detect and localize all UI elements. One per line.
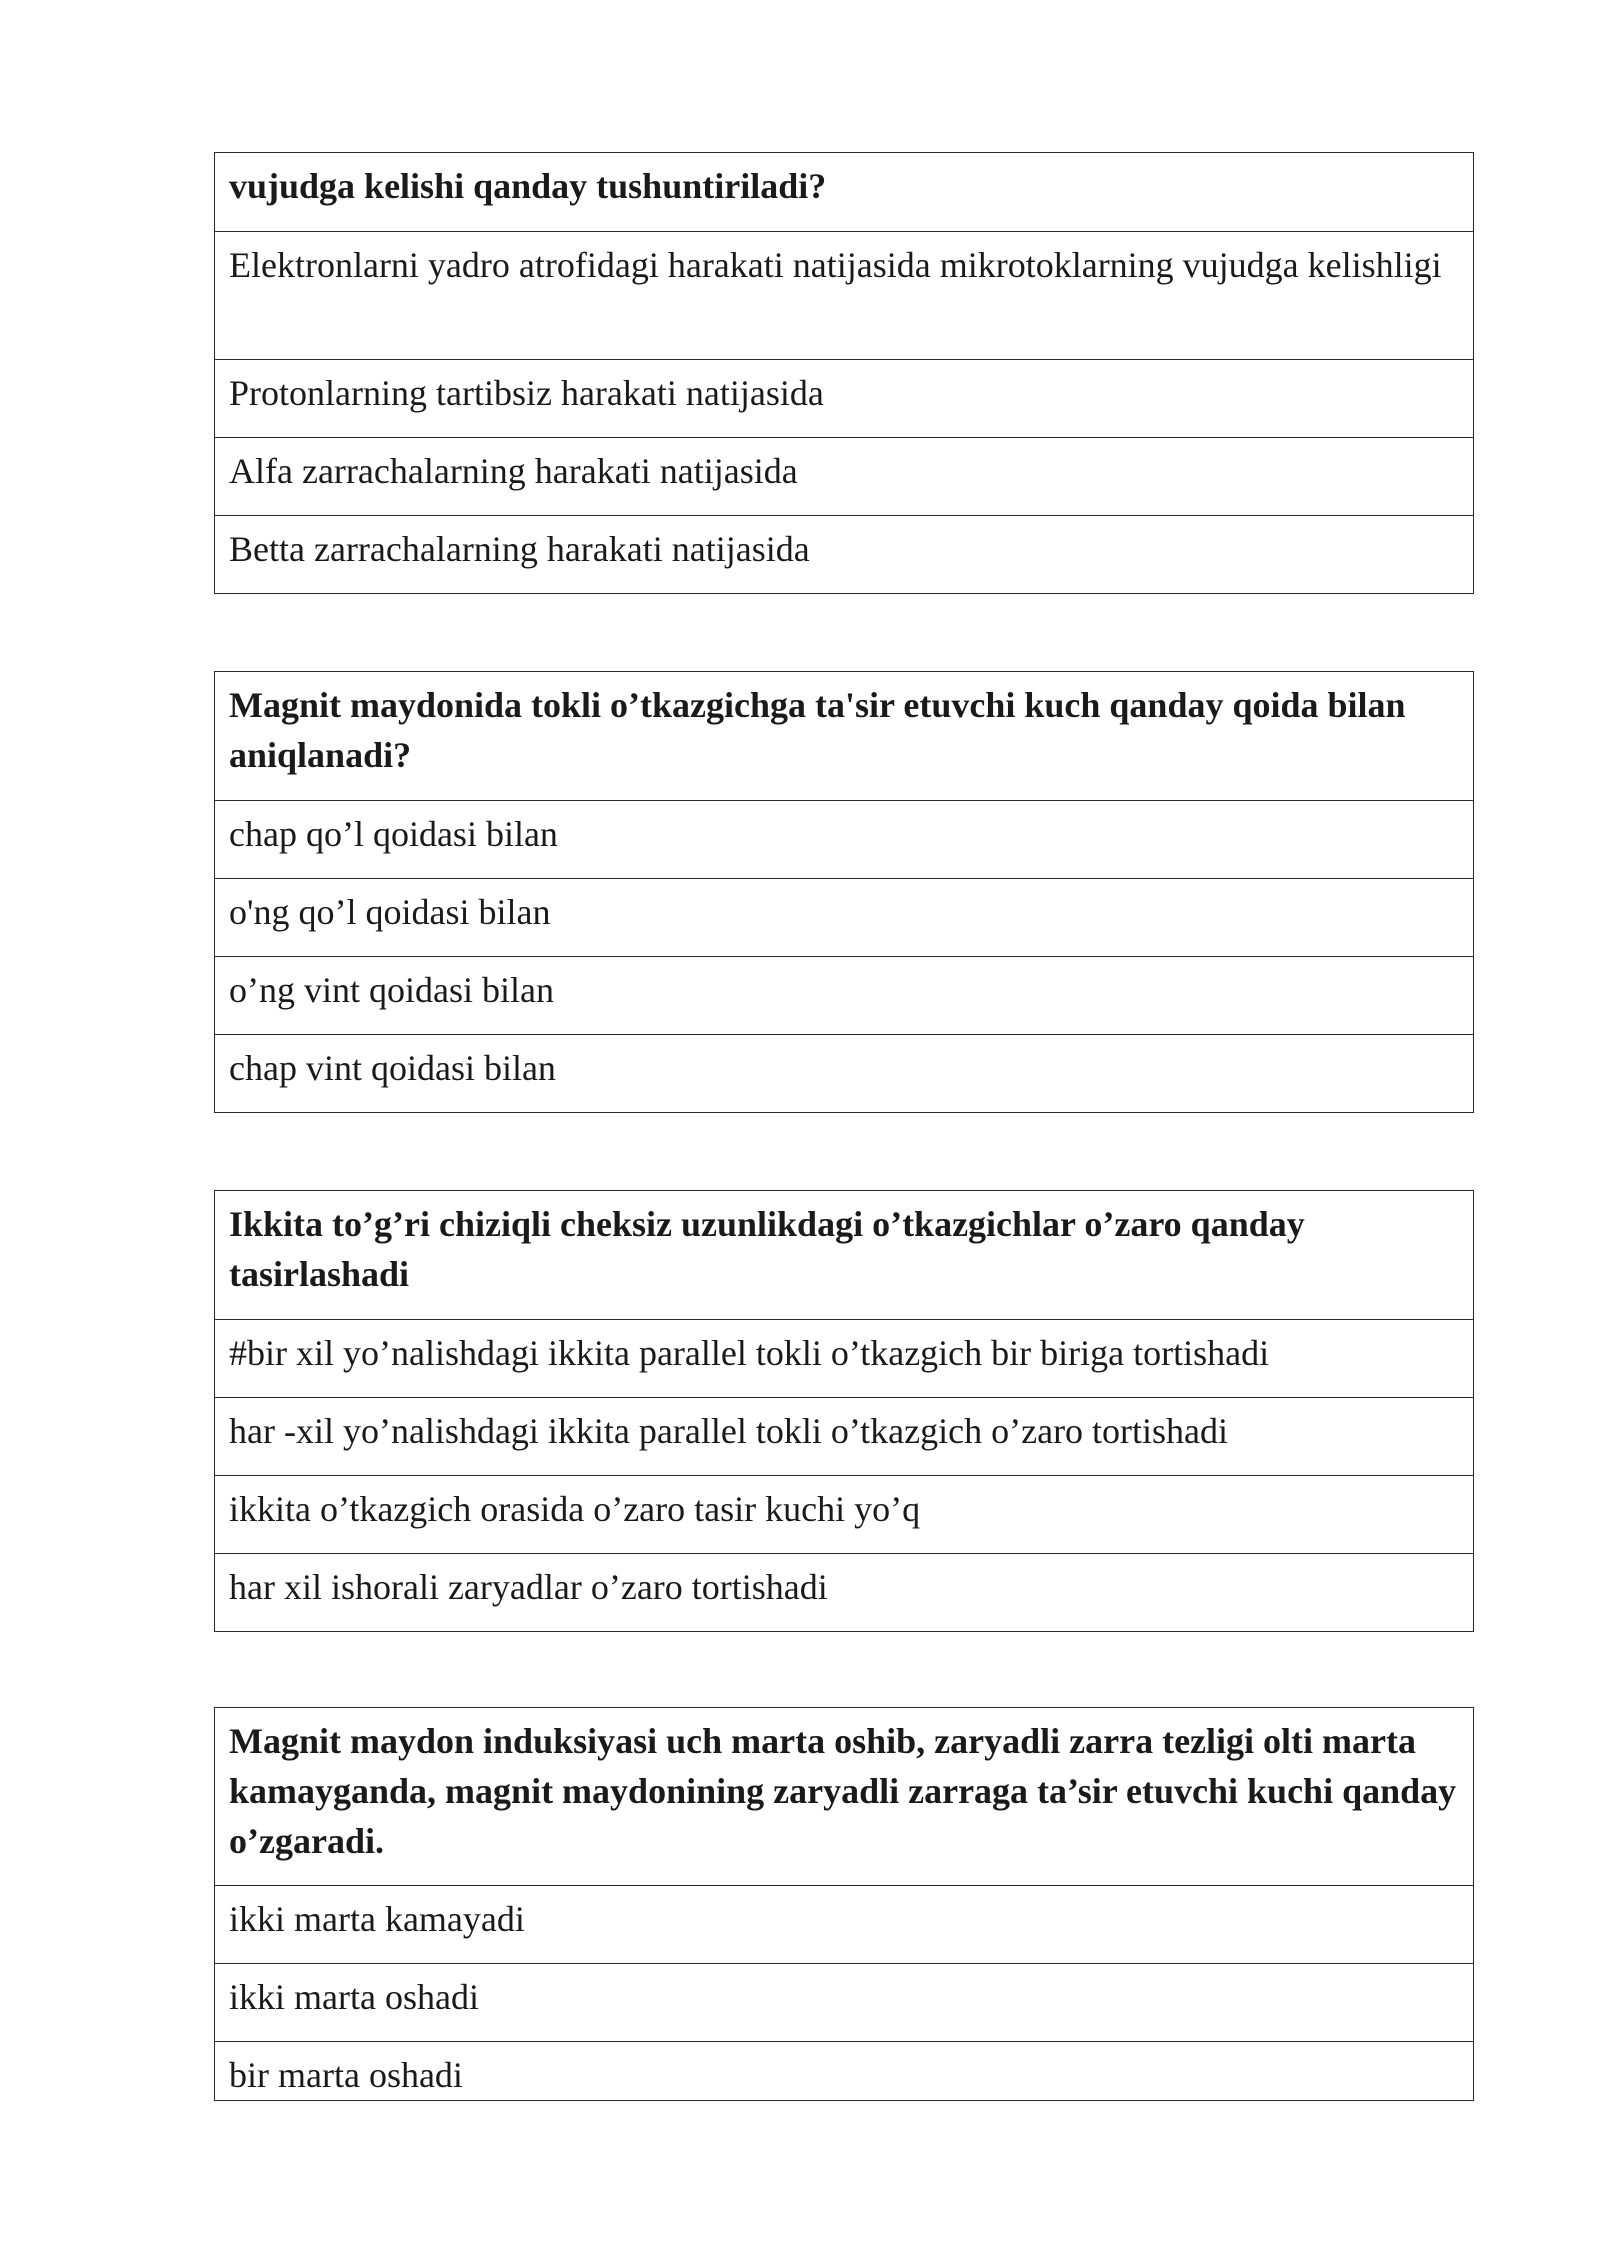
- answer-option[interactable]: ikki marta oshadi: [215, 1963, 1473, 2041]
- answer-option[interactable]: bir marta oshadi: [215, 2041, 1473, 2100]
- answer-option[interactable]: Protonlarning tartibsiz harakati natijasida: [215, 359, 1473, 437]
- question-text: Magnit maydon induksiyasi uch marta oshib, zaryadli zarra tezligi olti marta kamayganda, magnit maydonining zaryadli zarraga ta’sir etuvchi kuchi qanday o’zgaradi.: [229, 1721, 1457, 1861]
- question-text: Ikkita to’g’ri chiziqli cheksiz uzunlikdagi o’tkazgichlar o’zaro qanday tasirlashadi: [229, 1204, 1305, 1294]
- question-table-1: [214, 152, 1474, 594]
- answer-option[interactable]: o'ng qo’l qoidasi bilan: [215, 878, 1473, 956]
- answer-option[interactable]: chap vint qoidasi bilan: [215, 1034, 1473, 1112]
- question-table-2: [214, 671, 1474, 1113]
- answer-option[interactable]: ikki marta kamayadi: [215, 1885, 1473, 1963]
- answer-option[interactable]: chap qo’l qoidasi bilan: [215, 800, 1473, 878]
- question-text: vujudga kelishi qanday tushuntiriladi?: [229, 166, 827, 206]
- answer-option[interactable]: #bir xil yo’nalishdagi ikkita parallel tokli o’tkazgich bir biriga tortishadi: [215, 1319, 1473, 1397]
- answer-option[interactable]: har -xil yo’nalishdagi ikkita parallel tokli o’tkazgich o’zaro tortishadi: [215, 1397, 1473, 1475]
- answer-option[interactable]: Elektronlarni yadro atrofidagi harakati natijasida mikrotoklarning vujudga kelishligi: [215, 231, 1473, 359]
- answer-option[interactable]: har xil ishorali zaryadlar o’zaro tortishadi: [215, 1553, 1473, 1631]
- answer-option[interactable]: Betta zarrachalarning harakati natijasida: [215, 515, 1473, 593]
- question-table-4: [214, 1707, 1474, 2101]
- answer-option[interactable]: o’ng vint qoidasi bilan: [215, 956, 1473, 1034]
- question-table-3: [214, 1190, 1474, 1632]
- answer-option[interactable]: ikkita o’tkazgich orasida o’zaro tasir kuchi yo’q: [215, 1475, 1473, 1553]
- answer-option[interactable]: Alfa zarrachalarning harakati natijasida: [215, 437, 1473, 515]
- question-text: Magnit maydonida tokli o’tkazgichga ta'sir etuvchi kuch qanday qoida bilan aniqlanadi?: [229, 685, 1406, 775]
